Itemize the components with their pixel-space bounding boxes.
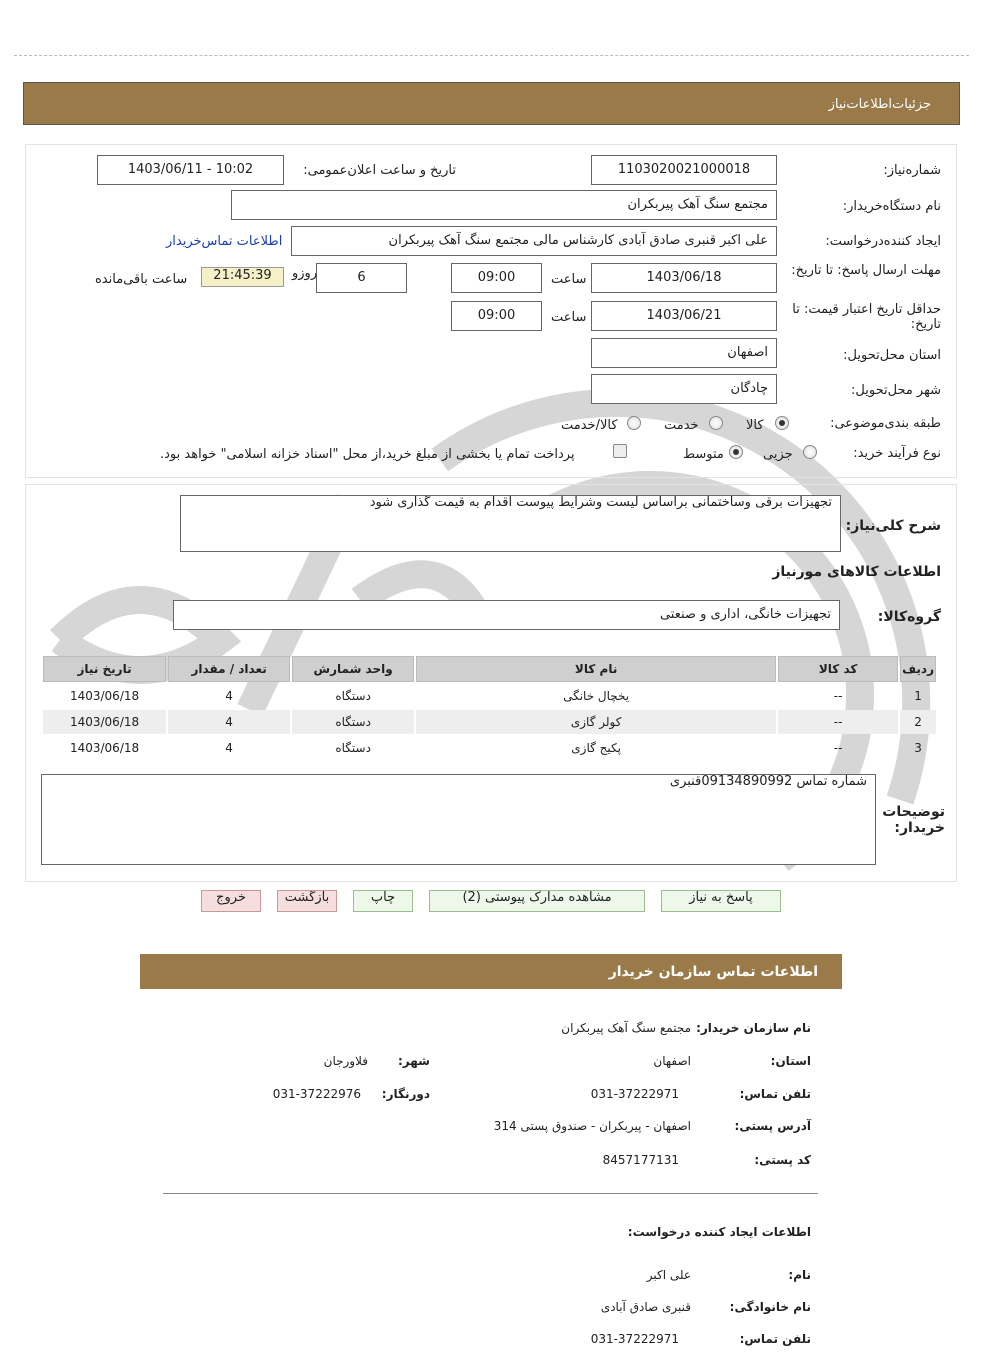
view-attachments-button[interactable]: مشاهده مدارک پیوستی (2) bbox=[429, 890, 645, 912]
contact-address-label: آدرس پستی: bbox=[734, 1119, 811, 1133]
buyer-notes-label: توضیحات خریدار: bbox=[882, 804, 945, 836]
days-field: 6 bbox=[316, 263, 407, 293]
contact-org-value: مجتمع سنگ آهک پیربکران bbox=[561, 1021, 691, 1035]
creator-field: علی اکبر قنبری صادق آبادی کارشناس مالی مجتمع سنگ آهک پیربکران bbox=[291, 226, 777, 256]
table-row bbox=[43, 736, 936, 760]
row-date: 1403/06/18 bbox=[69, 689, 140, 703]
reply-deadline-label: مهلت ارسال پاسخ: تا تاریخ: bbox=[791, 263, 941, 278]
creator-info-title: اطلاعات ایجاد کننده درخواست: bbox=[627, 1225, 811, 1239]
need-number-label: شمارەنیاز: bbox=[883, 163, 941, 178]
row-index: 3 bbox=[914, 741, 922, 755]
contact-phone-label: تلفن تماس: bbox=[739, 1087, 811, 1101]
category-label: طبقه بندی‌موضوعی: bbox=[830, 416, 941, 431]
top-divider bbox=[14, 55, 969, 56]
buyer-org-label: نام دستگاەخریدار: bbox=[842, 199, 941, 214]
reply-button[interactable]: پاسخ به نیاز bbox=[661, 890, 781, 912]
process-label: نوع فرآیند خرید: bbox=[853, 446, 941, 461]
summary-label: شرح کلی‌نیاز: bbox=[845, 518, 941, 534]
row-index: 2 bbox=[900, 710, 936, 734]
contact-address-value: اصفهان - پیربکران - صندوق پستی 314 bbox=[493, 1119, 691, 1133]
treasury-payment-checkbox[interactable] bbox=[613, 444, 627, 458]
treasury-payment-note: پرداخت تمام یا بخشی از مبلغ خرید،از محل "اسناد خزانه اسلامی" خواهد بود. bbox=[160, 447, 575, 462]
contact-header bbox=[140, 954, 842, 989]
goods-table bbox=[41, 654, 938, 762]
category-goods-service-radio[interactable] bbox=[627, 416, 641, 430]
col-qty: تعداد / مقدار bbox=[168, 656, 290, 682]
category-goods-label: کالا bbox=[746, 418, 764, 433]
contact-postal-value: 8457177131 bbox=[602, 1153, 679, 1167]
col-name: نام کالا bbox=[416, 656, 776, 682]
creator-family-value: قنبری صادق آبادی bbox=[600, 1300, 691, 1314]
category-service-label: خدمت bbox=[664, 418, 699, 433]
col-unit: واحد شمارش bbox=[292, 656, 414, 682]
remaining-label: ساعت باقی‌مانده bbox=[95, 272, 188, 287]
city-label: شهر محل‌تحویل: bbox=[851, 383, 941, 398]
validity-date-field: 1403/06/21 bbox=[591, 301, 777, 331]
row-unit: دستگاه bbox=[335, 741, 371, 755]
exit-button[interactable]: خروج bbox=[201, 890, 261, 912]
process-medium-radio[interactable] bbox=[729, 445, 743, 459]
contact-city-label: شهر: bbox=[398, 1054, 430, 1068]
page-title: جزئیات‌اطلاعات‌نیاز bbox=[828, 97, 931, 112]
row-name: یخچال خانگی bbox=[563, 689, 630, 703]
contact-province-value: اصفهان bbox=[653, 1054, 691, 1068]
contact-postal-label: کد پستی: bbox=[754, 1153, 811, 1167]
goods-section-title: اطلاعات کالاهای مورنیاز bbox=[772, 564, 941, 580]
goods-group-label: گروەکالا: bbox=[877, 609, 941, 625]
row-qty: 4 bbox=[225, 689, 233, 703]
validity-time-label: ساعت bbox=[551, 310, 587, 325]
contact-org-label: نام سازمان خریدار: bbox=[696, 1021, 811, 1035]
print-button[interactable]: چاپ bbox=[353, 890, 413, 912]
category-service-radio[interactable] bbox=[709, 416, 723, 430]
row-code: -- bbox=[833, 741, 843, 755]
process-minor-radio[interactable] bbox=[803, 445, 817, 459]
row-name: پکیج گازی bbox=[571, 741, 621, 755]
row-code: -- bbox=[778, 710, 898, 734]
category-goods-service-label: کالا/خدمت bbox=[561, 418, 618, 433]
row-index: 1 bbox=[914, 689, 922, 703]
creator-family-label: نام خانوادگی: bbox=[729, 1300, 811, 1314]
province-label: استان محل‌تحویل: bbox=[843, 348, 941, 363]
row-unit: دستگاه bbox=[292, 710, 414, 734]
announce-label: تاریخ و ساعت اعلان‌عمومی: bbox=[303, 163, 456, 178]
buyer-contact-link[interactable]: اطلاعات تماس‌خریدار bbox=[166, 234, 283, 249]
row-date: 1403/06/18 bbox=[69, 741, 140, 755]
row-name: کولر گازی bbox=[416, 710, 776, 734]
validity-time-field: 09:00 bbox=[451, 301, 542, 331]
reply-date-field: 1403/06/18 bbox=[591, 263, 777, 293]
contact-title: اطلاعات تماس سازمان خریدار bbox=[608, 964, 818, 980]
days-label: روزو bbox=[292, 266, 318, 281]
buyer-org-field: مجتمع سنگ آهک پیربکران bbox=[231, 190, 777, 220]
col-date: تاریخ نیاز bbox=[43, 656, 166, 682]
city-field: چادگان bbox=[591, 374, 777, 404]
contact-fax-value: 031-37222976 bbox=[272, 1087, 361, 1101]
row-qty: 4 bbox=[225, 741, 233, 755]
creator-name-value: علی اکبر bbox=[646, 1268, 691, 1282]
contact-divider bbox=[163, 1193, 818, 1194]
contact-province-label: استان: bbox=[770, 1054, 811, 1068]
announce-field: 1403/06/11 - 10:02 bbox=[97, 155, 284, 185]
goods-table-header bbox=[43, 656, 936, 682]
page-header bbox=[23, 82, 960, 125]
process-minor-label: جزیی bbox=[763, 447, 793, 462]
back-button[interactable]: بازگشت bbox=[277, 890, 337, 912]
creator-name-label: نام: bbox=[788, 1268, 811, 1282]
goods-group-field: تجهیزات خانگی، اداری و صنعتی bbox=[173, 600, 840, 630]
summary-field: تجهیزات برقی وساختمانی براساس لیست وشرایط پیوست اقدام به قیمت گذاری شود bbox=[180, 495, 841, 552]
remaining-timer: 21:45:39 bbox=[201, 267, 284, 287]
row-qty: 4 bbox=[168, 710, 290, 734]
row-unit: دستگاه bbox=[335, 689, 371, 703]
contact-fax-label: دورنگار: bbox=[381, 1087, 430, 1101]
row-code: -- bbox=[833, 689, 843, 703]
reply-time-label: ساعت bbox=[551, 272, 587, 287]
contact-phone-value: 031-37222971 bbox=[590, 1087, 679, 1101]
process-medium-label: متوسط bbox=[683, 447, 724, 462]
reply-time-field: 09:00 bbox=[451, 263, 542, 293]
col-code: کد کالا bbox=[778, 656, 898, 682]
table-row bbox=[43, 710, 936, 734]
buyer-notes-field: شماره تماس 09134890992قنبری bbox=[41, 774, 876, 865]
creator-label: ایجاد کنندەدرخواست: bbox=[825, 234, 941, 249]
creator-phone-label: تلفن تماس: bbox=[739, 1332, 811, 1346]
row-date: 1403/06/18 bbox=[43, 710, 166, 734]
province-field: اصفهان bbox=[591, 338, 777, 368]
col-index: ردیف bbox=[900, 656, 936, 682]
contact-city-value: فلاورجان bbox=[323, 1054, 368, 1068]
validity-label: حداقل تاریخ اعتبار قیمت: تا تاریخ: bbox=[792, 302, 941, 332]
table-row bbox=[43, 684, 936, 708]
need-number-field: 1103020021000018 bbox=[591, 155, 777, 185]
category-goods-radio[interactable] bbox=[775, 416, 789, 430]
creator-phone-value: 031-37222971 bbox=[590, 1332, 679, 1346]
